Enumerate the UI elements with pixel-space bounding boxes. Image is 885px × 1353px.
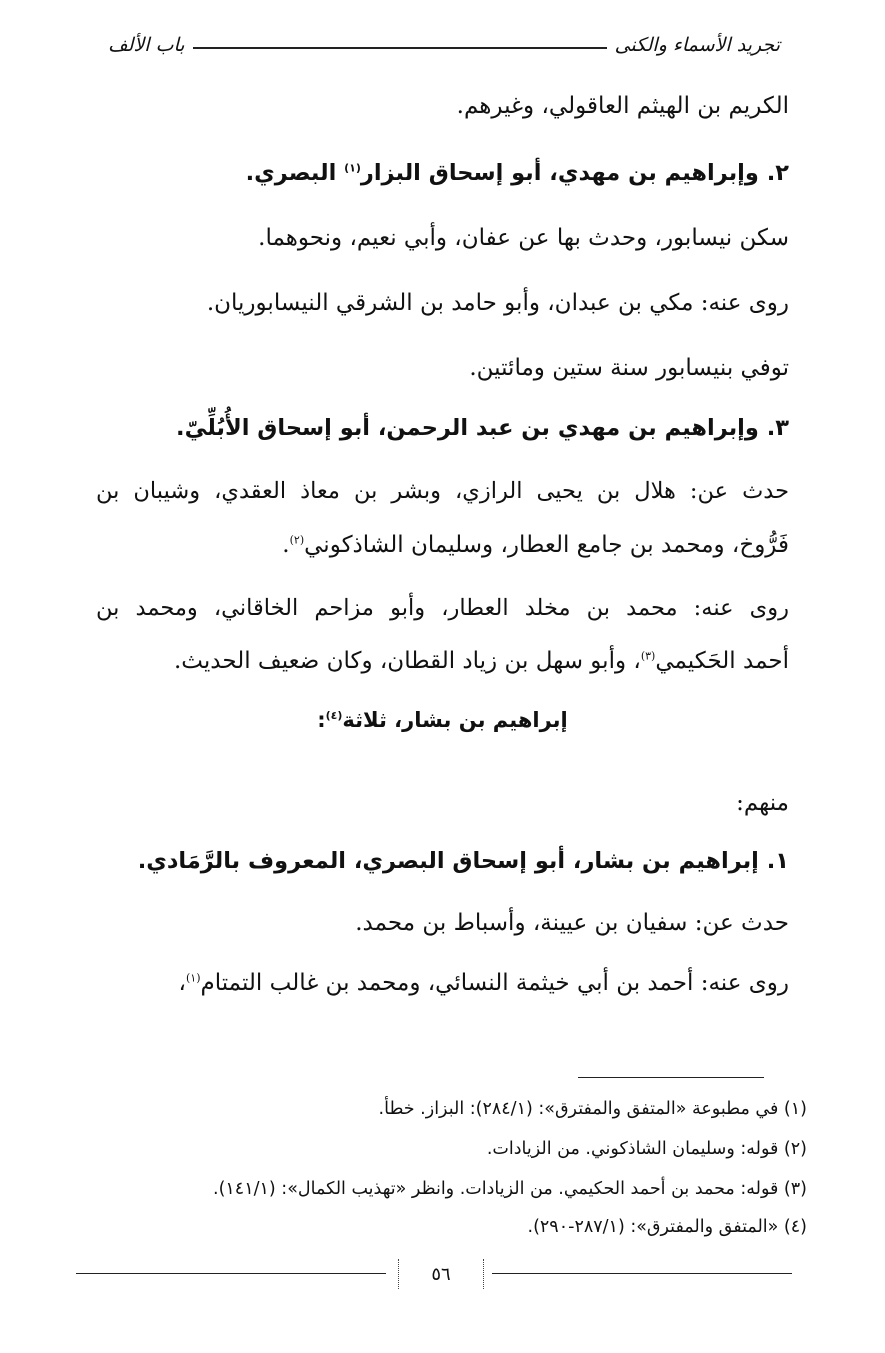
entry-heading-3: ٣. وإبراهيم بن مهدي بن عبد الرحمن، أبو إسحاق الأُبُلِّيّ. (176, 415, 789, 441)
footnote-separator (578, 1077, 764, 1078)
text-segment: فَرُّوخ، ومحمد بن جامع العطار، وسليمان الشاذكوني (304, 532, 789, 558)
running-header-rule (193, 47, 607, 49)
text-line (174, 648, 789, 674)
footnote-ref: (٤) (325, 709, 343, 722)
bottom-rule (492, 1273, 792, 1274)
section-heading-tail: : (317, 708, 326, 732)
page-number: ٥٦ (398, 1259, 484, 1289)
entry-heading-2 (246, 160, 789, 186)
text-line: حدث عن: سفيان بن عيينة، وأسباط بن محمد. (355, 910, 789, 936)
text-segment: ، (178, 970, 186, 996)
footnote-4: (٤) «المتفق والمفترق»: (٢٨٧/١-٢٩٠). (527, 1217, 807, 1237)
footnote-ref: (٣) (640, 649, 656, 663)
entry-heading-tail: البصري. (245, 160, 345, 186)
running-header-title: تجريد الأسماء والكنى (614, 34, 780, 56)
text-segment: ، وأبو سهل بن زياد القطان، وكان ضعيف الحديث. (174, 648, 641, 674)
footnote-3: (٣) قوله: محمد بن أحمد الحكيمي. من الزيادات. وانظر «تهذيب الكمال»: (١٤١/١). (213, 1179, 807, 1199)
text-segment: أحمد الحَكيمي (655, 648, 789, 674)
entry-heading-text: ٢. وإبراهيم بن مهدي، أبو إسحاق البزار (360, 160, 789, 186)
entry-heading-1: ١. إبراهيم بن بشار، أبو إسحاق البصري، المعروف بالرَّمَادي. (137, 848, 789, 874)
section-heading-text: إبراهيم بن بشار، ثلاثة (342, 708, 568, 732)
footnote-ref: (١) (185, 971, 201, 985)
footnote-1: (١) في مطبوعة «المتفق والمفترق»: (٢٨٤/١): البزاز. خطأ. (378, 1099, 807, 1119)
footnote-2: (٢) قوله: وسليمان الشاذكوني. من الزيادات. (486, 1139, 807, 1159)
text-segment: . (282, 532, 290, 558)
footnote-ref: (٢) (289, 533, 305, 547)
bottom-rule (76, 1273, 386, 1274)
footnote-ref: (١) (344, 161, 361, 175)
text-line (282, 532, 789, 558)
section-heading (0, 708, 885, 732)
text-line (179, 970, 789, 996)
text-line: الكريم بن الهيثم العاقولي، وغيرهم. (456, 93, 789, 119)
running-header-section: باب الألف (108, 34, 185, 56)
text-segment: روى عنه: أحمد بن أبي خيثمة النسائي، ومحمد بن غالب التمتام (200, 970, 789, 996)
running-header (108, 28, 780, 62)
text-line: حدث عن: هلال بن يحيى الرازي، وبشر بن معاذ العقدي، وشيبان بن (96, 478, 789, 504)
text-line: منهم: (736, 790, 789, 816)
text-line: سكن نيسابور، وحدث بها عن عفان، وأبي نعيم، ونحوهما. (258, 225, 789, 251)
text-line: روى عنه: محمد بن مخلد العطار، وأبو مزاحم الخاقاني، ومحمد بن (96, 595, 789, 621)
text-line: روى عنه: مكي بن عبدان، وأبو حامد بن الشرقي النيسابوريان. (206, 290, 789, 316)
text-line: توفي بنيسابور سنة ستين ومائتين. (469, 355, 789, 381)
